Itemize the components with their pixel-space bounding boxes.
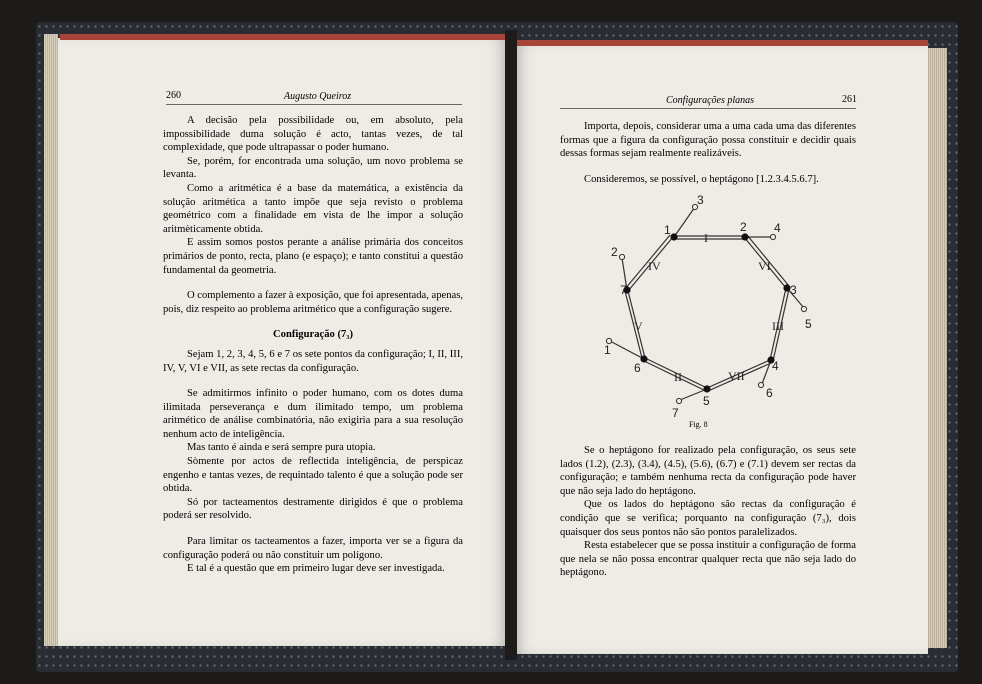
paragraph: Se, porém, for encontrada uma solução, um novo problema se levanta. [163,155,463,181]
label-point-1: 1 [664,223,671,237]
label-open-6: 6 [766,386,773,400]
paragraph: O complemento a fazer à exposição, que foi apresentada, apenas, pois, diz respeito ao problema aritmético que a configuração sugere. [163,290,463,315]
label-open-7: 7 [672,406,679,420]
label-point-7: 7 [620,283,627,297]
header-rule-right [560,108,856,109]
label-point-6: 6 [634,361,641,375]
open-point-5 [801,306,806,311]
label-open-1: 1 [604,343,611,357]
running-head-left: Augusto Queiroz [284,91,352,102]
point-6 [640,355,647,362]
red-edge-left [60,34,510,40]
book-gutter [505,30,517,660]
red-edge-right [516,40,928,46]
ext-3 [674,207,695,237]
paragraph: Importa, depois, considerar uma a uma cada uma das diferentes formas que a figura da configuração possa constituir e decidir quais dessas formas sejam realmente realizáveis. [560,121,856,160]
paragraph: Para limitar os tacteamentos a fazer, importa ver se a figura da configuração poderá ou não constituir um polígono. [163,536,463,561]
open-point-2 [619,254,624,259]
label-point-3: 3 [790,283,797,297]
paragraph: Só por tacteamentos destramente dirigidos é que o problema poderá ser resolvido. [163,496,463,522]
paragraph: A decisão pela possibilidade ou, em absoluto, pela impossibilidade duma solução é acto, tantas vezes, de tal complexidade, que pode ultrapassar o poder humano. [163,115,463,154]
paragraph: Se admitirmos infinito o poder humano, com os dotes duma ilimitada perseverança e dum ilimitado tempo, um problema aritmético de análise combinatória, não exigiria para a sua resolução nenhum acto de inteligência. [163,388,463,440]
paragraph: Se o heptágono for realizado pela configuração, os seus sete lados (1.2), (2.3), (3.4), (4.5), (5.6), (6.7) e (7.1) devem ser rectas da configuração; e também nenhuma recta da configuração pode haver que não seja lado do heptágono. [560,445,856,497]
paragraph: Sejam 1, 2, 3, 4, 5, 6 e 7 os sete pontos da configuração; I, II, III, IV, V, VI e VII, as sete rectas da configuração. [163,348,463,374]
point-1 [670,233,677,240]
label-open-3: 3 [697,193,704,207]
header-rule-left [166,104,462,105]
label-line-II: II [674,370,682,384]
open-point-4 [770,234,775,239]
label-line-III: III [772,319,784,333]
right-body-text-bottom [560,444,856,580]
label-line-IV: IV [648,259,661,273]
left-body-text [163,114,463,576]
paragraph: E tal é a questão que em primeiro lugar deve ser investigada. [187,563,445,575]
paragraph: Resta estabelecer que se possa instituir a configuração de forma que nela se não possa encontrar qualquer recta que não seja lado do heptágono. [560,540,856,579]
point-5 [703,385,710,392]
point-2 [741,233,748,240]
right-body-text-top [560,120,856,186]
figure-caption: Fig. 8 [689,420,708,429]
section-title: Configuração (7₃) [273,329,353,341]
paragraph: Que os lados do heptágono são rectas da configuração é condição que se verifica; porquanto na configuração (7₃), dois quaisquer dos seus pontos não são pontos paralelizados. [560,499,856,538]
label-line-V: V [634,319,643,333]
open-point-7 [676,398,681,403]
page-edges-left [44,34,58,646]
label-open-4: 4 [774,221,781,235]
label-line-VI: VI [758,259,771,273]
heptagon-figure [594,190,834,430]
paragraph: Sòmente por actos de reflectida inteligência, de perspicaz engenho e tantas vezes, de requintado talento é que a solução pode ser obtida. [163,456,463,495]
label-point-2: 2 [740,220,747,234]
label-line-VII: VII [728,369,745,383]
open-point-6 [758,382,763,387]
label-open-5: 5 [805,317,812,331]
label-point-5: 5 [703,394,710,408]
paragraph: E assim somos postos perante a análise primária dos conceitos primários de ponto, recta, plano (e espaço); e tanto constitui a questão fundamental da geometria. [163,237,463,276]
label-point-4: 4 [772,359,779,373]
running-head-right: Configurações planas [666,95,755,106]
paragraph: Mas tanto é ainda e será sempre pura utopia. [187,442,376,454]
page-number-left: 260 [166,90,181,101]
label-open-2: 2 [611,245,618,259]
label-line-I: I [704,231,708,245]
paragraph: Consideremos, se possível, o heptágono [1.2.3.4.5.6.7]. [584,173,819,185]
page-number-right: 261 [842,94,857,105]
paragraph: Como a aritmética é a base da matemática, a existência da solução aritmética a tanto impõe que seja revisto o problema geométrico com a finalidade em vista de lhe impor a solução aritmèticamente obtida. [163,182,463,235]
page-edges-right [925,48,947,648]
